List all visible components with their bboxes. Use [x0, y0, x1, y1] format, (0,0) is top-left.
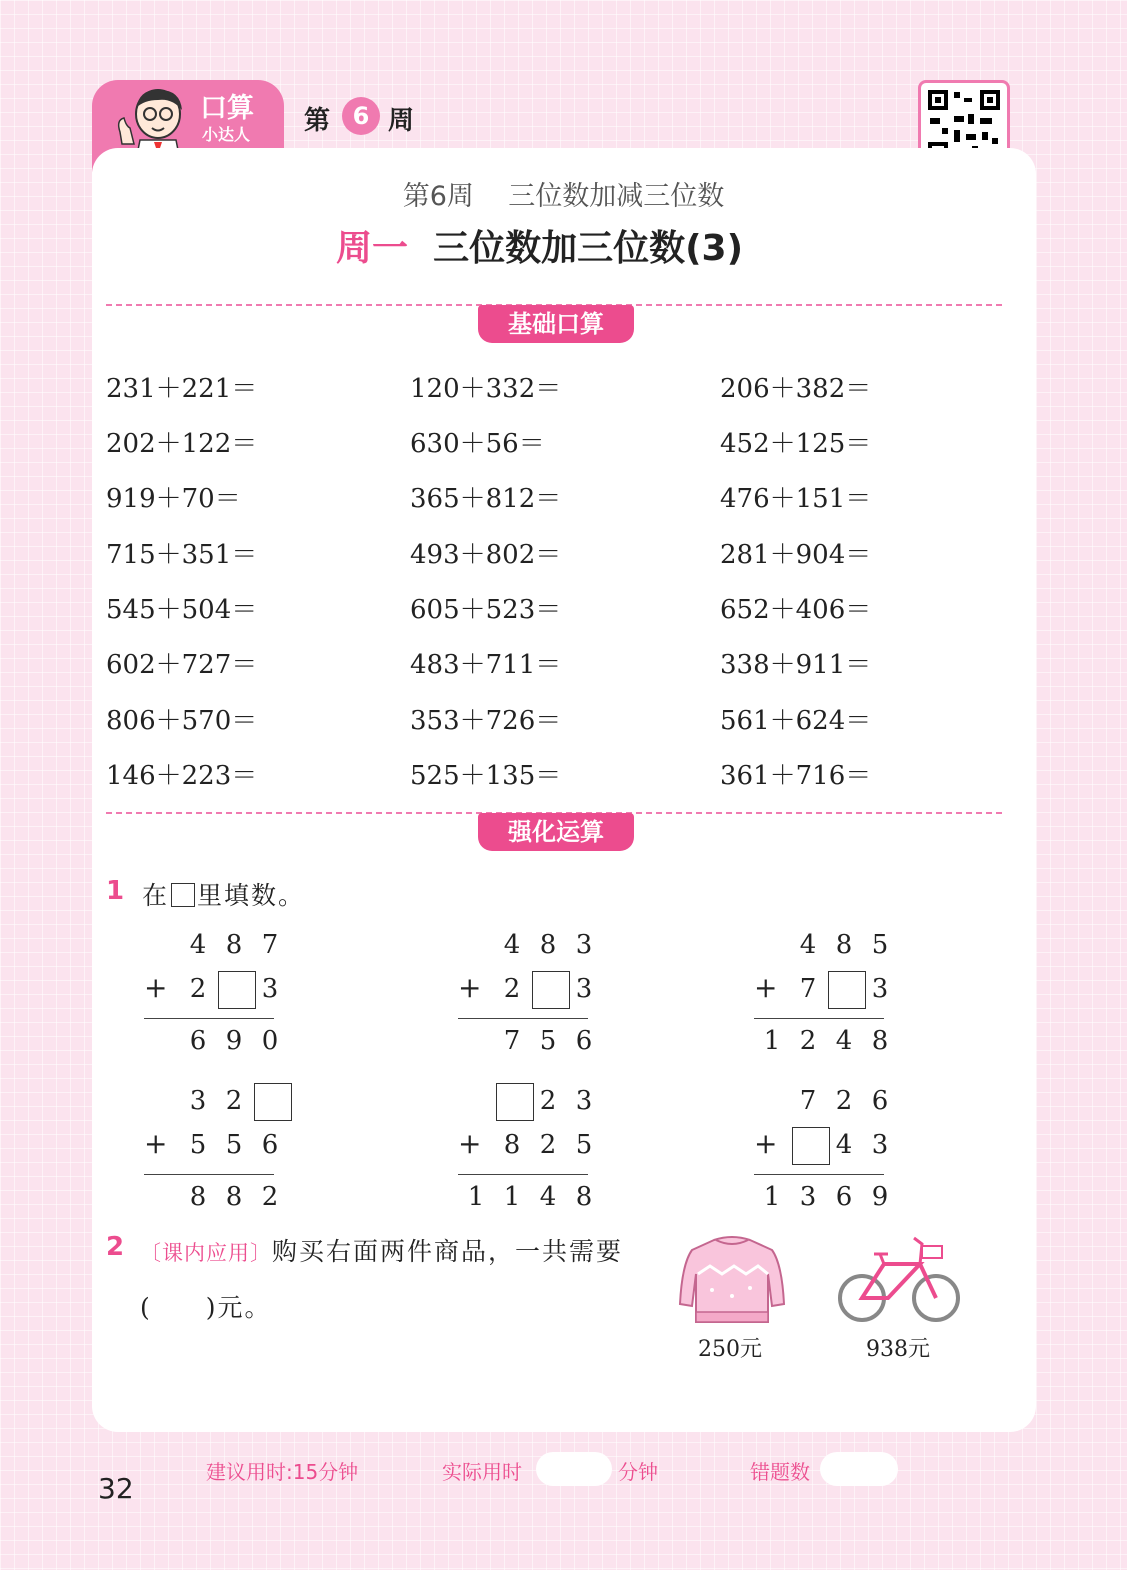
digit: 6: [575, 1026, 593, 1056]
digit: 3: [575, 974, 593, 1004]
sweater-icon: [676, 1234, 788, 1326]
plus-sign: +: [754, 1127, 778, 1160]
sum-line: [754, 1174, 884, 1175]
plus-sign: +: [144, 1127, 168, 1160]
suggested-time: 建议用时:15分钟: [206, 1460, 359, 1484]
equation: 338＋911＝: [720, 650, 872, 680]
digit: 2: [799, 1026, 817, 1056]
equation: 919＋70＝: [106, 484, 241, 514]
week-number: 6: [342, 97, 380, 135]
equation: 452＋125＝: [720, 429, 872, 459]
sum-line: [144, 1018, 274, 1019]
equation: 206＋382＝: [720, 374, 872, 404]
digit: 1: [763, 1026, 781, 1056]
actual-time-label: 实际用时: [442, 1460, 522, 1484]
sum-line: [144, 1174, 274, 1175]
question-1-number: 1: [106, 876, 125, 906]
digit: 5: [871, 930, 889, 960]
plus-sign: +: [754, 971, 778, 1004]
answer-blank[interactable]: [496, 1083, 534, 1121]
errors-label: 错题数: [750, 1460, 810, 1484]
answer-blank[interactable]: [828, 971, 866, 1009]
equation: 365＋812＝: [410, 484, 562, 514]
digit: 4: [835, 1130, 853, 1160]
equation: 525＋135＝: [410, 761, 562, 791]
section-basic-label: 基础口算: [478, 305, 634, 343]
digit: 5: [539, 1026, 557, 1056]
week-suffix: 周: [388, 106, 415, 136]
digit: 1: [467, 1182, 485, 1212]
equation: 202＋122＝: [106, 429, 258, 459]
errors-field[interactable]: [820, 1452, 898, 1486]
bicycle-icon: [834, 1232, 964, 1326]
digit: 2: [539, 1130, 557, 1160]
answer-blank[interactable]: [218, 971, 256, 1009]
digit: 4: [503, 930, 521, 960]
digit: 9: [871, 1182, 889, 1212]
equation: 361＋716＝: [720, 761, 872, 791]
digit: 4: [835, 1026, 853, 1056]
digit: 4: [189, 930, 207, 960]
sum-line: [458, 1174, 588, 1175]
page-title-day: 周一: [336, 228, 409, 269]
digit: 2: [835, 1086, 853, 1116]
digit: 1: [763, 1182, 781, 1212]
page-title: [336, 220, 743, 271]
equation: 353＋726＝: [410, 706, 562, 736]
digit: 2: [189, 974, 207, 1004]
digit: 1: [503, 1182, 521, 1212]
badge-subtitle: 小达人: [202, 125, 251, 144]
digit: 8: [539, 930, 557, 960]
digit: 3: [871, 974, 889, 1004]
answer-blank[interactable]: [532, 971, 570, 1009]
equation: 493＋802＝: [410, 540, 562, 570]
equation: 652＋406＝: [720, 595, 872, 625]
week-prefix: 第: [304, 106, 331, 136]
digit: 3: [261, 974, 279, 1004]
digit: 4: [799, 930, 817, 960]
sum-line: [458, 1018, 588, 1019]
equation: 561＋624＝: [720, 706, 872, 736]
page-title-text: 三位数加三位数(3): [408, 228, 744, 269]
question-2-text: 〔课内应用〕购买右面两件商品，一共需要: [140, 1237, 624, 1266]
equation: 806＋570＝: [106, 706, 258, 736]
digit: 8: [225, 930, 243, 960]
equation: 476＋151＝: [720, 484, 872, 514]
equation: 602＋727＝: [106, 650, 258, 680]
digit: 9: [225, 1026, 243, 1056]
digit: 8: [871, 1026, 889, 1056]
digit: 8: [575, 1182, 593, 1212]
digit: 7: [799, 974, 817, 1004]
section-advanced-label: 强化运算: [478, 813, 634, 851]
digit: 7: [799, 1086, 817, 1116]
sweater-price: 250元: [698, 1337, 762, 1362]
blank-box-icon: [171, 883, 195, 907]
plus-sign: +: [458, 1127, 482, 1160]
equation: 715＋351＝: [106, 540, 258, 570]
digit: 4: [539, 1182, 557, 1212]
equation: 630＋56＝: [410, 429, 545, 459]
question-2-number: 2: [106, 1232, 125, 1262]
question-1-text: 在 里填数。: [142, 881, 306, 910]
digit: 7: [261, 930, 279, 960]
digit: 2: [225, 1086, 243, 1116]
digit: 8: [503, 1130, 521, 1160]
digit: 3: [575, 930, 593, 960]
equation: 605＋523＝: [410, 595, 562, 625]
page-number: 32: [98, 1472, 134, 1505]
equation: 120＋332＝: [410, 374, 562, 404]
question-2-answer-line: ( )元。: [140, 1293, 272, 1322]
digit: 3: [189, 1086, 207, 1116]
digit: 8: [835, 930, 853, 960]
equation: 281＋904＝: [720, 540, 872, 570]
page-subtitle: 第6周 三位数加减三位数: [402, 181, 725, 212]
digit: 8: [225, 1182, 243, 1212]
bicycle-price: 938元: [866, 1337, 930, 1362]
digit: 7: [503, 1026, 521, 1056]
digit: 5: [225, 1130, 243, 1160]
digit: 3: [575, 1086, 593, 1116]
equation: 483＋711＝: [410, 650, 562, 680]
digit: 5: [189, 1130, 207, 1160]
equation: 545＋504＝: [106, 595, 258, 625]
digit: 2: [539, 1086, 557, 1116]
equation: 231＋221＝: [106, 374, 258, 404]
plus-sign: +: [144, 971, 168, 1004]
sum-line: [754, 1018, 884, 1019]
plus-sign: +: [458, 971, 482, 1004]
digit: 3: [799, 1182, 817, 1212]
actual-time-field[interactable]: [536, 1452, 612, 1486]
digit: 6: [871, 1086, 889, 1116]
digit: 2: [261, 1182, 279, 1212]
digit: 8: [189, 1182, 207, 1212]
digit: 2: [503, 974, 521, 1004]
digit: 3: [871, 1130, 889, 1160]
digit: 0: [261, 1026, 279, 1056]
question-2-tag: 〔课内应用〕: [140, 1241, 272, 1265]
answer-blank[interactable]: [792, 1127, 830, 1165]
digit: 6: [189, 1026, 207, 1056]
answer-blank[interactable]: [254, 1083, 292, 1121]
equation: 146＋223＝: [106, 761, 258, 791]
digit: 5: [575, 1130, 593, 1160]
minutes-label: 分钟: [618, 1460, 658, 1484]
digit: 6: [261, 1130, 279, 1160]
badge-title: 口算: [200, 93, 254, 124]
digit: 6: [835, 1182, 853, 1212]
